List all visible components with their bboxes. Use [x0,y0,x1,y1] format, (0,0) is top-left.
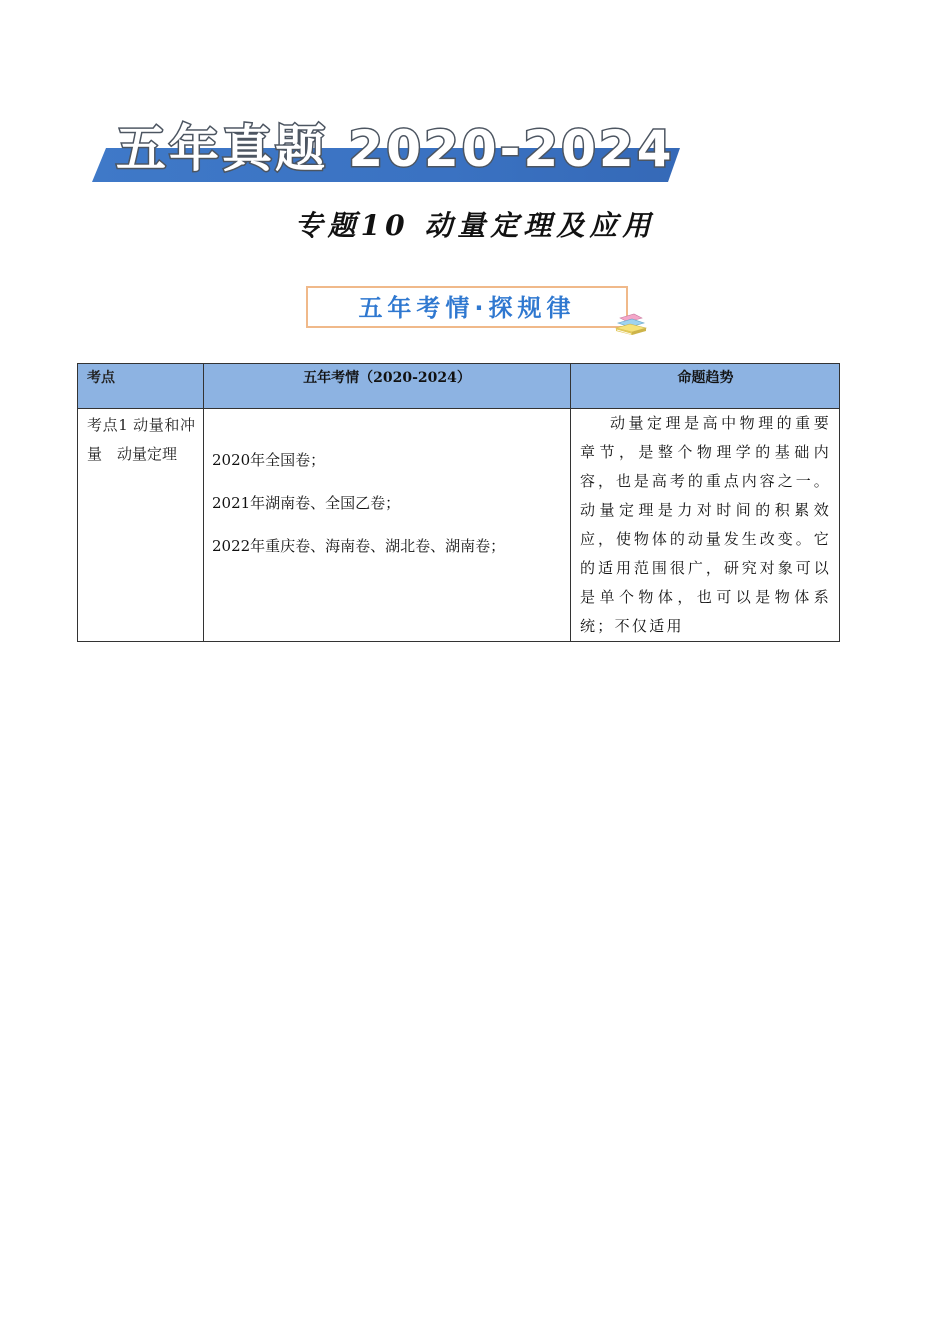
year-line: 2022年重庆卷、海南卷、湖北卷、湖南卷； [212,537,506,555]
table-row [78,409,840,642]
header-five-year: 五年考情（2020-2024） [204,364,571,409]
table-header-row [78,364,840,409]
header-topic: 考点 [78,364,204,409]
years-cell [204,409,571,642]
books-icon [614,312,648,336]
section-label-text: 五年考情·探规律 [358,294,576,322]
year-line: 2020年全国卷； [212,451,326,469]
year-line: 2021年湖南卷、全国乙卷； [212,494,401,512]
banner-text: 五年真题 2020-2024 [116,120,675,178]
exam-analysis-table [77,363,840,642]
header-banner [92,120,682,186]
header-trend: 命题趋势 [571,364,840,409]
section-label [306,286,628,328]
trend-cell: 动量定理是高中物理的重要章节，是整个物理学的基础内容，也是高考的重点内容之一。动量定理是力对时间的积累效应，使物体的动量发生改变。它的适用范围很广，研究对象可以是单个物体，也可以是物体系统；不仅适用 [571,409,840,642]
topic-cell: 考点1 动量和冲量 动量定理 [78,409,204,642]
document-title: 专题10 动量定理及应用 [294,209,656,242]
